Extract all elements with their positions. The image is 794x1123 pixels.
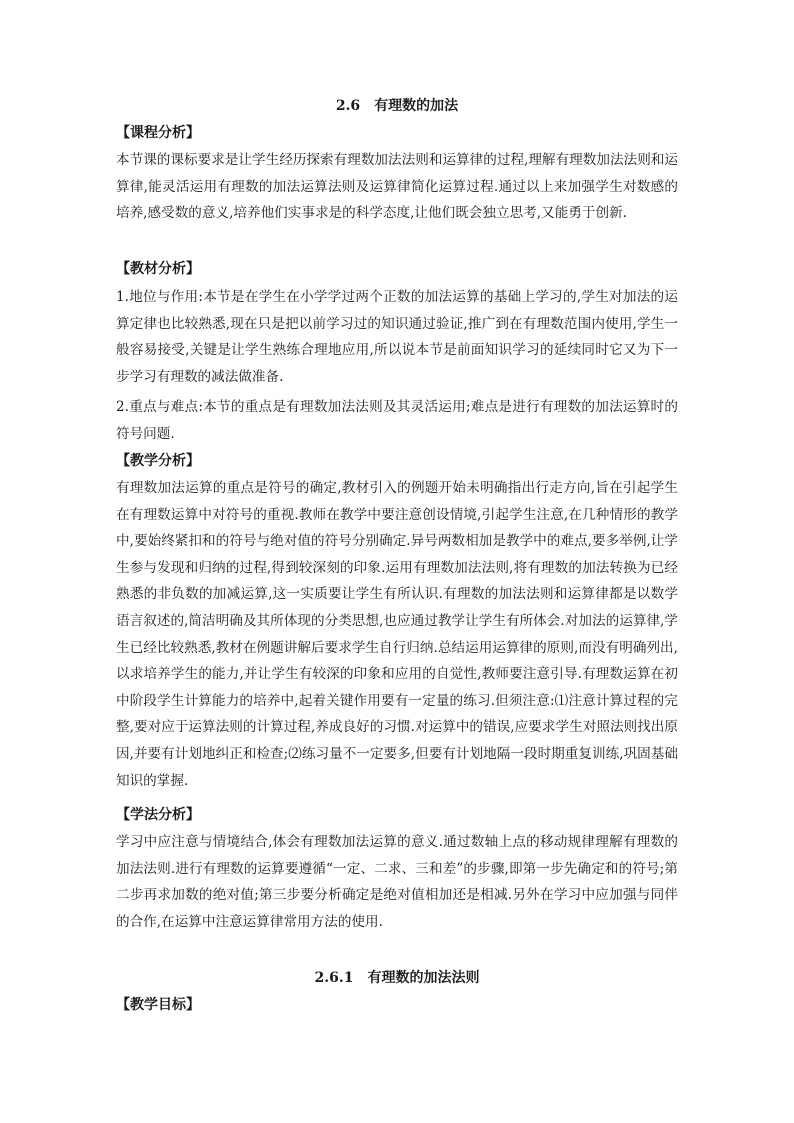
heading-learning-analysis: 【学法分析】	[116, 807, 200, 823]
heading-teaching-analysis: 【教学分析】	[116, 453, 200, 469]
heading-textbook-analysis: 【教材分析】	[116, 261, 200, 277]
paragraph-learning-analysis: 学习中应注意与情境结合,体会有理数加法运算的意义.通过数轴上点的移动规律理解有理数的加法法则.进行有理数的运算要遵循“一定、二求、三和差”的步骤,即第一步先确定和的符号;第二步再求加数的绝对值;第三步要分析确定是绝对值相加还是相减.另外在学习中应加强与同伴的合作,在运算中注意运算律常用方法的使用.	[116, 834, 678, 930]
heading-teaching-goals: 【教学目标】	[116, 997, 200, 1013]
section-title: 2.6 有理数的加法	[335, 98, 459, 114]
heading-course-analysis: 【课程分析】	[116, 125, 200, 141]
paragraph-teaching-analysis: 有理数加法运算的重点是符号的确定,教材引入的例题开始未明确指出行走方向,旨在引起学生在有理数运算中对符号的重视.教师在教学中要注意创设情境,引起学生注意,在几种情形的教学中,要始终紧扣和的符号与绝对值的符号分别确定.异号两数相加是教学中的难点,要多举例,让学生参与发现和归纳的过程,得到较深刻的印象.运用有理数加法法则,将有理数的加法转换为已经熟悉的非负数的加减运算,这一实质要让学生有所认识.有理数的加法法则和运算律都是以数学语言叙述的,简洁明确及其所体现的分类思想,也应通过教学让学生有所体会.对加法的运算律,学生已经比较熟悉,教材在例题讲解后要求学生自行归纳.总结运用运算律的原则,而没有明确列出,以求培养学生的能力,并让学生有较深的印象和应用的自觉性,教师要注意引导.有理数运算在初中阶段学生计算能力的培养中,起着关键作用要有一定量的练习.但须注意:⑴注意计算过程的完整,要对应于运算法则的计算过程,养成良好的习惯.对运算中的错误,应要求学生对照法则找出原因,并要有计划地纠正和检查;⑵练习量不一定要多,但要有计划地隔一段时期重复训练,巩固基础知识的掌握.	[116, 480, 678, 789]
subsection-title: 2.6.1 有理数的加法法则	[314, 970, 480, 986]
paragraph-course-analysis: 本节课的课标要求是让学生经历探索有理数加法法则和运算律的过程,理解有理数加法法则和运算律,能灵活运用有理数的加法运算法则及运算律简化运算过程.通过以上来加强学生对数感的培养,感受数的意义,培养他们实事求是的科学态度,让他们既会独立思考,又能勇于创新.	[116, 152, 678, 222]
paragraph-textbook-role: 1.地位与作用:本节是在学生在小学学过两个正数的加法运算的基础上学习的,学生对加法的运算定律也比较熟悉,现在只是把以前学习过的知识通过验证,推广到在有理数范围内使用,学生一般容易接受,关键是让学生熟练合理地应用,所以说本节是前面知识学习的延续同时它又为下一步学习有理数的减法做准备.	[116, 289, 678, 385]
paragraph-textbook-focus: 2.重点与难点:本节的重点是有理数加法法则及其灵活运用;难点是进行有理数的加法运算时的符号问题.	[116, 399, 678, 442]
